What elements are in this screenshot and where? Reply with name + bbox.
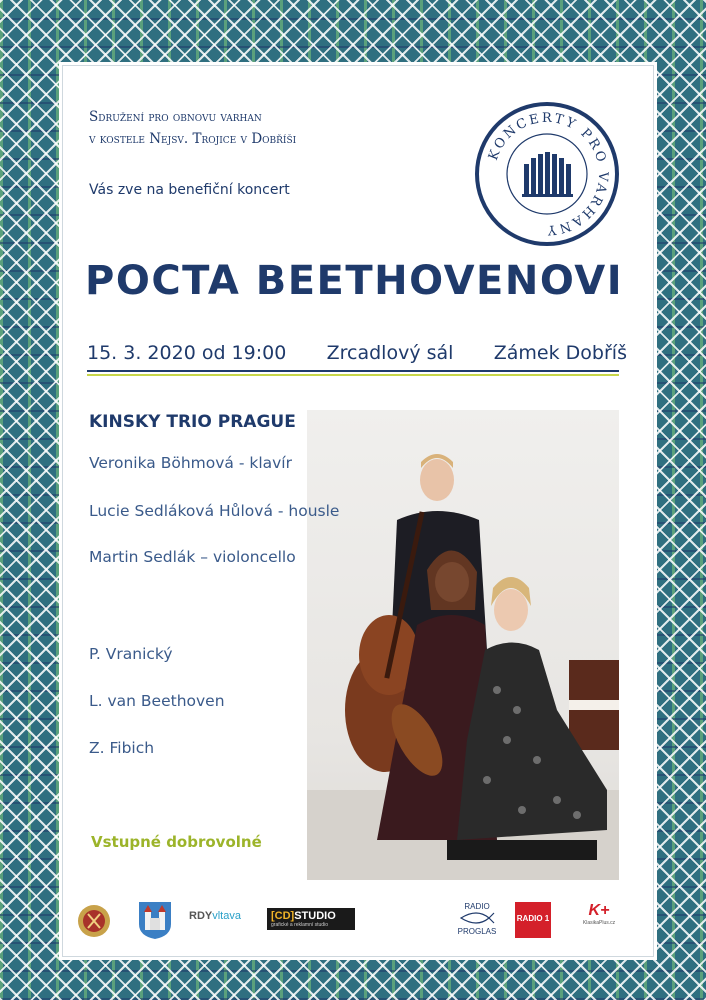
event-venue: Zámek Dobříš (493, 342, 627, 364)
admission-text: Vstupné dobrovolné (91, 833, 262, 851)
event-datetime: 15. 3. 2020 od 19:00 (87, 342, 287, 364)
organizer-name (89, 106, 296, 150)
cd-studio-mark: [CD] (271, 910, 295, 922)
concert-title: POCTA BEETHOVENOVI (85, 258, 624, 304)
town-castle-emblem-icon (137, 900, 173, 940)
trio-photo (307, 410, 619, 880)
organizer-line-2: v kostele Nejsv. Trojice v Dobříši (89, 131, 297, 147)
invitation-text: Vás zve na benefiční koncert (89, 182, 290, 198)
composer-3: Z. Fibich (89, 739, 155, 757)
klasika-mark: K+ (588, 902, 610, 919)
divider-green (87, 374, 619, 376)
member-2: Lucie Sedláková Hůlová - housle (89, 502, 340, 520)
logo-ring-text: KONCERTY PRO VARHANY (486, 110, 611, 238)
vltava-label: vltava (212, 910, 241, 922)
rdy-label: RDY (189, 910, 213, 922)
event-info (87, 342, 627, 364)
koncerty-pro-varhany-logo (473, 100, 621, 248)
member-3: Martin Sedlák – violoncello (89, 548, 296, 566)
cd-studio-logo (267, 908, 355, 930)
fish-icon (459, 912, 495, 924)
organ-pipes-icon (522, 152, 573, 197)
radio-proglas-bottom: PROGLAS (457, 927, 497, 936)
trio-illustration (307, 410, 619, 880)
radio-proglas-logo (447, 902, 507, 937)
divider-navy (87, 370, 619, 372)
composer-1: P. Vranický (89, 645, 173, 663)
klasika-plus-logo (579, 902, 619, 926)
poster-panel (62, 65, 654, 957)
rdy-vltava-logo (189, 910, 241, 922)
event-hall: Zrcadlový sál (326, 342, 454, 364)
sponsor-logos (77, 896, 641, 940)
member-1: Veronika Böhmová - klavír (89, 454, 292, 472)
klasika-url: KlasikaPlus.cz (582, 920, 616, 926)
radio-proglas-top: RADIO (464, 902, 490, 911)
cd-studio-sub: grafické a reklamní studio (271, 922, 328, 928)
dobris-coat-of-arms-icon (77, 904, 111, 938)
organizer-line-1: Sdružení pro obnovu varhan (89, 109, 262, 125)
cd-studio-name: STUDIO (294, 910, 336, 922)
ensemble-name: KINSKY TRIO PRAGUE (89, 412, 296, 432)
composer-2: L. van Beethoven (89, 692, 225, 710)
radio1-logo: RADIO 1 (515, 902, 551, 938)
